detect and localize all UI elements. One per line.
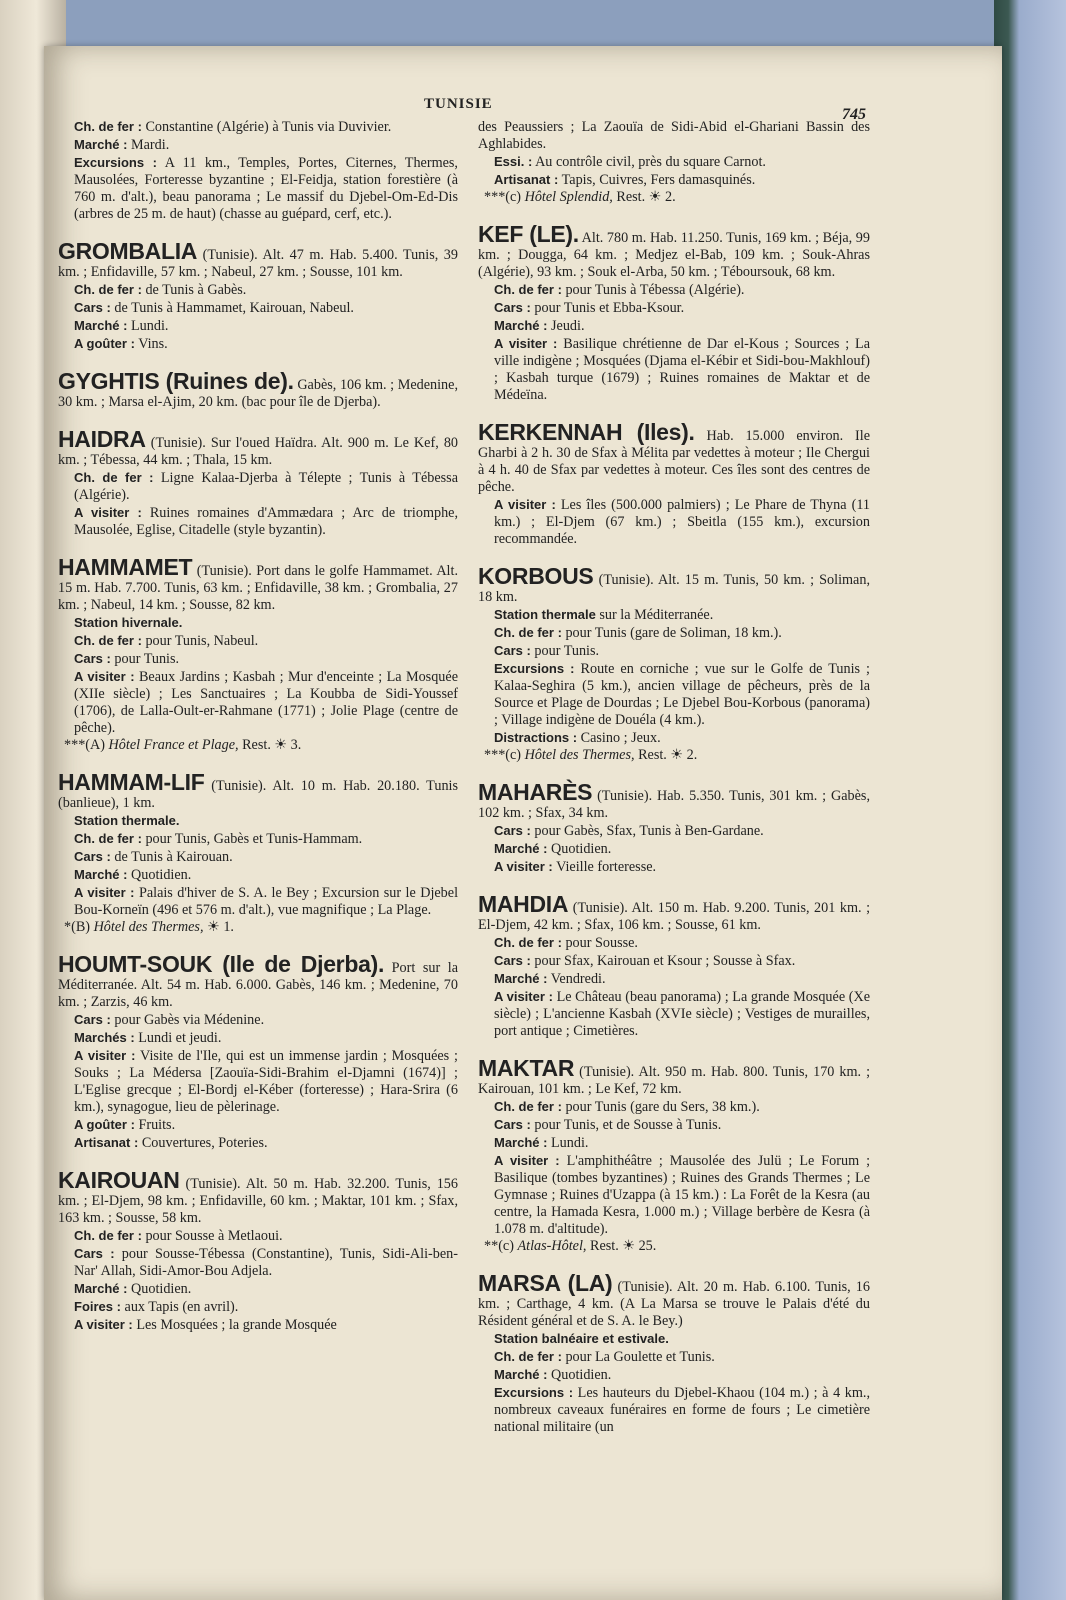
- entry-line: Station thermale.: [74, 813, 180, 828]
- entry-line: A visiter : Palais d'hiver de S. A. le Bey ; Excursion sur le Djebel Bou-Korneïn (496 et 576 m. d'alt.), vue magnifique ; La Plage.: [74, 885, 459, 918]
- entry-line: Excursions : Les hauteurs du Djebel-Khaou (104 m.) ; à 4 km., nombreux caveaux funéraires en forme de fours ; Le cimetière national militaire (un: [494, 1385, 870, 1435]
- entry-line: Artisanat : Couvertures, Poteries.: [74, 1135, 268, 1151]
- entry-line: Marché : Quotidien.: [494, 841, 612, 857]
- entry-headword: HOUMT-SOUK (Ile de Djerba).: [58, 951, 385, 977]
- entry-line: Cars : pour Gabès via Médenine.: [74, 1012, 265, 1028]
- entry-houmt-souk: HOUMT-SOUK (Ile de Djerba). Port sur la Méditerranée. Alt. 54 m. Hab. 6.000. Gabès, 146 km. ; Medenine, 70 km. ; Zarzis, 46 km. Cars : pour Gabès via Médenine. Marchés : Lundi et jeudi. A visiter : Visite de l'Ile, qui est un immense jardin ; Mosquées ; Souks ; La Médersa [Zaouïa-Sidi-Brahim el-Djamni (1674)] ; L'Eglise grecque ; El-Bordj el-Kéber (forteresse) ; Hara-Srira (6 km.), synagogue, lieu de pèlerinage. A goûter : Fruits. Artisanat : Couvertures, Poteries.: [58, 951, 459, 1151]
- right-column: [478, 118, 870, 1456]
- entry-line: A visiter : Ruines romaines d'Ammædara ; Arc de triomphe, Mausolée, Eglise, Citadelle (style byzantin).: [74, 505, 459, 538]
- entry-line: Marché : Lundi.: [494, 1135, 589, 1151]
- entry-gyghtis: GYGHTIS (Ruines de). Gabès, 106 km. ; Medenine, 30 km. ; Marsa el-Ajim, 20 km. (bac pour île de Djerba).: [58, 368, 458, 410]
- hotel-line: ***(A) Hôtel France et Plage, Rest. ☀ 3.: [64, 737, 302, 753]
- entry-kerkennah: KERKENNAH (Iles). Hab. 15.000 environ. Ile Gharbi à 2 h. 30 de Sfax à Mélita par vedettes à moteur ; Ile Chergui à 4 h. 40 de Sfax par vedettes à moteur. Ces îles sont des centres de pêche. A visiter : Les îles (500.000 palmiers) ; Le Phare de Thyna (11 km.) ; El-Djem (67 km.) ; Sbeitla (155 km.), excursion recommandée.: [478, 419, 870, 547]
- entry-kef: KEF (LE). Alt. 780 m. Hab. 11.250. Tunis, 169 km. ; Béja, 99 km. ; Dougga, 64 km. ; Medjez el-Bab, 109 km. ; Souk-Ahras (Algérie), 93 km. ; Souk el-Arba, 50 km. ; Téboursouk, 68 km. Ch. de fer : pour Tunis à Tébessa (Algérie). Cars : pour Tunis et Ebba-Ksour. Marché : Jeudi. A visiter : Basilique chrétienne de Dar el-Kous ; Sources ; La ville indigène ; Mosquées (Djama el-Kébir et Sidi-bou-Makhlouf) ; Kasbah turque (1679) ; Ruines romaines de Maktar et de Médeïna.: [478, 221, 871, 403]
- entry-line: Station balnéaire et estivale.: [494, 1331, 669, 1346]
- entry-line: Cars : de Tunis à Kairouan.: [74, 849, 233, 865]
- entry-line: Marché : Vendredi.: [494, 971, 606, 987]
- entry-line: Ch. de fer : pour Tunis, Nabeul.: [74, 633, 259, 649]
- entry-line: Cars : pour Tunis, et de Sousse à Tunis.: [494, 1117, 722, 1133]
- hotel-line: ***(c) Hôtel Splendid, Rest. ☀ 2.: [484, 189, 676, 205]
- entry-line: A visiter : Visite de l'Ile, qui est un immense jardin ; Mosquées ; Souks ; La Médersa [Zaouïa-Sidi-Brahim el-Djamni (1674)] ; L'Eglise grecque ; El-Bordj el-Kéber (forteresse) ; Hara-Srira (6 km.), synagogue, lieu de pèlerinage.: [74, 1048, 459, 1115]
- entry-line: Marché : Mardi.: [74, 137, 170, 153]
- entry-line: Distractions : Casino ; Jeux.: [494, 730, 661, 746]
- entry-line: A visiter : Les Mosquées ; la grande Mosquée: [74, 1317, 337, 1333]
- entry-line: Marché : Quotidien.: [74, 867, 192, 883]
- entry-line: Foires : aux Tapis (en avril).: [74, 1299, 239, 1315]
- entry-headword: GYGHTIS (Ruines de).: [58, 368, 294, 394]
- entry-line: Cars : pour Tunis et Ebba-Ksour.: [494, 300, 685, 316]
- entry-mahdia: MAHDIA (Tunisie). Alt. 150 m. Hab. 9.200. Tunis, 201 km. ; El-Djem, 42 km. ; Sfax, 106 km. ; Sousse, 61 km. Ch. de fer : pour Sousse. Cars : pour Sfax, Kairouan et Ksour ; Sousse à Sfax. Marché : Vendredi. A visiter : Le Château (beau panorama) ; La grande Mosquée (Xe siècle) ; L'ancienne Kasbah (XVIe siècle) ; Vestiges de murailles, port antique ; Cimetières.: [478, 891, 871, 1039]
- entry-line: A visiter : Le Château (beau panorama) ; La grande Mosquée (Xe siècle) ; L'ancienne Kasbah (XVIe siècle) ; Vestiges de murailles, port antique ; Cimetières.: [494, 989, 871, 1039]
- hotel-line: **(c) Atlas-Hôtel, Rest. ☀ 25.: [484, 1238, 657, 1254]
- entry-line: Ch. de fer : pour Tunis à Tébessa (Algérie).: [494, 282, 745, 298]
- entry-line: Marché : Lundi.: [74, 318, 169, 334]
- entry-line: Station hivernale.: [74, 615, 183, 630]
- entry-line: Station thermale sur la Méditerranée.: [494, 607, 714, 623]
- entry-haidra: HAIDRA (Tunisie). Sur l'oued Haïdra. Alt. 900 m. Le Kef, 80 km. ; Tébessa, 44 km. ; Thala, 15 km. Ch. de fer : Ligne Kalaa-Djerba à Télepte ; Tunis à Tébessa (Algérie). A visiter : Ruines romaines d'Ammædara ; Arc de triomphe, Mausolée, Eglise, Citadelle (style byzantin).: [58, 426, 459, 538]
- entry-headword: KERKENNAH (Iles).: [478, 419, 695, 445]
- entry-line: A visiter : Vieille forteresse.: [494, 859, 657, 875]
- entry-continuation: [478, 118, 870, 206]
- entry-line: Ch. de fer : pour Tunis (gare du Sers, 38 km.).: [494, 1099, 760, 1115]
- entry-line: A visiter : Basilique chrétienne de Dar el-Kous ; Sources ; La ville indigène ; Mosquées (Djama el-Kébir et Sidi-bou-Makhlouf) ; Kasbah turque (1679) ; Ruines romaines de Maktar et de Médeïna.: [494, 336, 871, 403]
- entry-line: A goûter : Fruits.: [74, 1117, 176, 1133]
- entry-marsa: MARSA (LA) (Tunisie). Alt. 20 m. Hab. 6.100. Tunis, 16 km. ; Carthage, 4 km. (A La Marsa se trouve le Palais d'été du Résident général et de S. A. le Bey.) Station balnéaire et estivale. Ch. de fer : pour La Goulette et Tunis. Marché : Quotidien. Excursions : Les hauteurs du Djebel-Khaou (104 m.) ; à 4 km., nombreux caveaux funéraires en forme de fours ; Le cimetière national militaire (un: [478, 1270, 870, 1435]
- entry-line: Ch. de fer : de Tunis à Gabès.: [74, 282, 247, 298]
- hotel-line: ***(c) Hôtel des Thermes, Rest. ☀ 2.: [484, 747, 698, 763]
- entry-line: Marché : Quotidien.: [74, 1281, 192, 1297]
- entry-headword: MAHDIA: [478, 891, 569, 917]
- entry-line: A visiter : Les îles (500.000 palmiers) ; Le Phare de Thyna (11 km.) ; El-Djem (67 km.) ; Sbeitla (155 km.), excursion recommandée.: [494, 497, 870, 547]
- entry-line: Cars : pour Gabès, Sfax, Tunis à Ben-Gardane.: [494, 823, 764, 839]
- entry-line: A goûter : Vins.: [74, 336, 168, 352]
- entry-line: Ch. de fer : pour Sousse.: [494, 935, 638, 951]
- entry-headword: HAMMAMET: [58, 554, 193, 580]
- entry-line: A visiter : L'amphithéâtre ; Mausolée des Julü ; Le Forum ; Basilique (tombes byzantines) ; Ruines des Grands Thermes ; Le Gymnase ; Ruines d'Uzappa (à 15 km.) : La Forêt de la Kesra (au centre, la Hamada Kesra, 1.000 m.) ; Village berbère de Kesra (à 1.078 m. d'altitude).: [494, 1153, 871, 1237]
- entry-hammam-lif: HAMMAM-LIF (Tunisie). Alt. 10 m. Hab. 20.180. Tunis (banlieue), 1 km. Station thermale. Ch. de fer : pour Tunis, Gabès et Tunis-Hammam. Cars : de Tunis à Kairouan. Marché : Quotidien. A visiter : Palais d'hiver de S. A. le Bey ; Excursion sur le Djebel Bou-Korneïn (496 et 576 m. d'alt.), vue magnifique ; La Plage. *(B) Hôtel des Thermes, ☀ 1.: [58, 769, 459, 935]
- hotel-line: *(B) Hôtel des Thermes, ☀ 1.: [64, 919, 234, 935]
- entry-korbous: KORBOUS (Tunisie). Alt. 15 m. Tunis, 50 km. ; Soliman, 18 km. Station thermale sur la Méditerranée. Ch. de fer : pour Tunis (gare de Soliman, 18 km.). Cars : pour Tunis. Excursions : Route en corniche ; vue sur le Golfe de Tunis ; Kalaa-Seghira (5 km.), ancien village de pêcheurs, près de la Source et Plage de Dourdas ; Le Djebel Bou-Korbous (panorama) ; Village indigène de Douéla (4 km.). Distractions : Casino ; Jeux. ***(c) Hôtel des Thermes, Rest. ☀ 2.: [478, 563, 870, 763]
- entry-headword: MAHARÈS: [478, 779, 593, 805]
- entry-line: Marché : Jeudi.: [494, 318, 585, 334]
- entry-line: Ch. de fer : pour Tunis (gare de Soliman, 18 km.).: [494, 625, 782, 641]
- entry-line: Excursions : Route en corniche ; vue sur le Golfe de Tunis ; Kalaa-Seghira (5 km.), ancien village de pêcheurs, près de la Source et Plage de Dourdas ; Le Djebel Bou-Korbous (panorama) ; Village indigène de Douéla (4 km.).: [494, 661, 870, 728]
- entry-line: Cars : de Tunis à Hammamet, Kairouan, Nabeul.: [74, 300, 354, 316]
- entry-hammamet: HAMMAMET (Tunisie). Port dans le golfe Hammamet. Alt. 15 m. Hab. 7.700. Tunis, 63 km. ; Enfidaville, 38 km. ; Grombalia, 27 km. ; Nabeul, 14 km. ; Sousse, 82 km. Station hivernale. Ch. de fer : pour Tunis, Nabeul. Cars : pour Tunis. A visiter : Beaux Jardins ; Kasbah ; Mur d'enceinte ; La Mosquée (XIIe siècle) ; Les Sanctuaires ; La Koubba de Sidi-Youssef (1706), de Lalla-Oult-er-Rahmane (1771) ; Jolie Plage (centre de pêche). ***(A) Hôtel France et Plage, Rest. ☀ 3.: [58, 554, 458, 753]
- entry-line: Cars : pour Sfax, Kairouan et Ksour ; Sousse à Sfax.: [494, 953, 796, 969]
- entry-line: A visiter : Beaux Jardins ; Kasbah ; Mur d'enceinte ; La Mosquée (XIIe siècle) ; Les Sanctuaires ; La Koubba de Sidi-Youssef (1706), de Lalla-Oult-er-Rahmane (1771) ; Jolie Plage (centre de pêche).: [74, 669, 458, 736]
- running-header: TUNISIE: [424, 96, 493, 112]
- entry-headword: MAKTAR: [478, 1055, 575, 1081]
- entry-line: Cars : pour Sousse-Tébessa (Constantine), Tunis, Sidi-Ali-ben-Nar' Allah, Sidi-Amor-Bou Adjela.: [74, 1246, 458, 1279]
- entry-line: Ch. de fer : pour Tunis, Gabès et Tunis-Hammam.: [74, 831, 363, 847]
- entry-line: Marchés : Lundi et jeudi.: [74, 1030, 222, 1046]
- entry-headword: MARSA (LA): [478, 1270, 613, 1296]
- entry-maktar: MAKTAR (Tunisie). Alt. 950 m. Hab. 800. Tunis, 170 km. ; Kairouan, 101 km. ; Le Kef, 72 km. Ch. de fer : pour Tunis (gare du Sers, 38 km.). Cars : pour Tunis, et de Sousse à Tunis. Marché : Lundi. A visiter : L'amphithéâtre ; Mausolée des Julü ; Le Forum ; Basilique (tombes byzantines) ; Ruines des Grands Thermes ; Le Gymnase ; Ruines d'Uzappa (à 15 km.) : La Forêt de la Kesra (au centre, la Hamada Kesra, 1.000 m.) ; Village berbère de Kesra (à 1.078 m. d'altitude). **(c) Atlas-Hôtel, Rest. ☀ 25.: [478, 1055, 871, 1254]
- page-number: 745: [842, 106, 866, 123]
- entry-line: Cars : pour Tunis.: [74, 651, 180, 667]
- book-page: [44, 46, 1002, 1600]
- entry-grombalia: GROMBALIA (Tunisie). Alt. 47 m. Hab. 5.400. Tunis, 39 km. ; Enfidaville, 57 km. ; Nabeul, 27 km. ; Sousse, 101 km. Ch. de fer : de Tunis à Gabès. Cars : de Tunis à Hammamet, Kairouan, Nabeul. Marché : Lundi. A goûter : Vins.: [58, 238, 458, 352]
- entry-line: Ch. de fer : Ligne Kalaa-Djerba à Télepte ; Tunis à Tébessa (Algérie).: [74, 470, 458, 503]
- book-cover-edge: [994, 0, 1066, 1600]
- entry-mahares: MAHARÈS (Tunisie). Hab. 5.350. Tunis, 301 km. ; Gabès, 102 km. ; Sfax, 34 km. Cars : pour Gabès, Sfax, Tunis à Ben-Gardane. Marché : Quotidien. A visiter : Vieille forteresse.: [478, 779, 870, 875]
- entry-headword: KEF (LE).: [478, 221, 579, 247]
- entry-line: Ch. de fer : pour Sousse à Metlaoui.: [74, 1228, 283, 1244]
- left-column: [58, 118, 458, 1354]
- entry-headword: KAIROUAN: [58, 1167, 180, 1193]
- entry-headword: HAMMAM-LIF: [58, 769, 205, 795]
- entry-line: Ch. de fer : pour La Goulette et Tunis.: [494, 1349, 715, 1365]
- entry-headword: HAIDRA: [58, 426, 146, 452]
- entry-headword: GROMBALIA: [58, 238, 198, 264]
- entry-line: Excursions : A 11 km., Temples, Portes, Citernes, Thermes, Mausolées, Forteresse byzantine ; El-Feidja, station forestière (à 760 m. d'alt.), beau panorama ; Le massif du Djebel-Om-Ed-Dis (arbres de 25 m. de haut) (chasse au guépard, cerf, etc.).: [74, 155, 458, 222]
- entry-kairouan: KAIROUAN (Tunisie). Alt. 50 m. Hab. 32.200. Tunis, 156 km. ; El-Djem, 98 km. ; Enfidaville, 60 km. ; Maktar, 101 km. ; Sfax, 163 km. ; Sousse, 58 km. Ch. de fer : pour Sousse à Metlaoui. Cars : pour Sousse-Tébessa (Constantine), Tunis, Sidi-Ali-ben-Nar' Allah, Sidi-Amor-Bou Adjela. Marché : Quotidien. Foires : aux Tapis (en avril). A visiter : Les Mosquées ; la grande Mosquée: [58, 1167, 458, 1333]
- entry-line: des Peaussiers ; La Zaouïa de Sidi-Abid el-Ghariani Bassin des Aghlabides.: [478, 119, 870, 152]
- entry-line: Ch. de fer : Constantine (Algérie) à Tunis via Duvivier.: [74, 119, 392, 135]
- entry-line: Cars : pour Tunis.: [494, 643, 600, 659]
- entry-line: Essi. : Au contrôle civil, près du square Carnot.: [494, 154, 766, 170]
- entry-continuation: [58, 118, 458, 223]
- entry-headword: KORBOUS: [478, 563, 594, 589]
- entry-line: Artisanat : Tapis, Cuivres, Fers damasquinés.: [494, 172, 756, 188]
- entry-line: Marché : Quotidien.: [494, 1367, 612, 1383]
